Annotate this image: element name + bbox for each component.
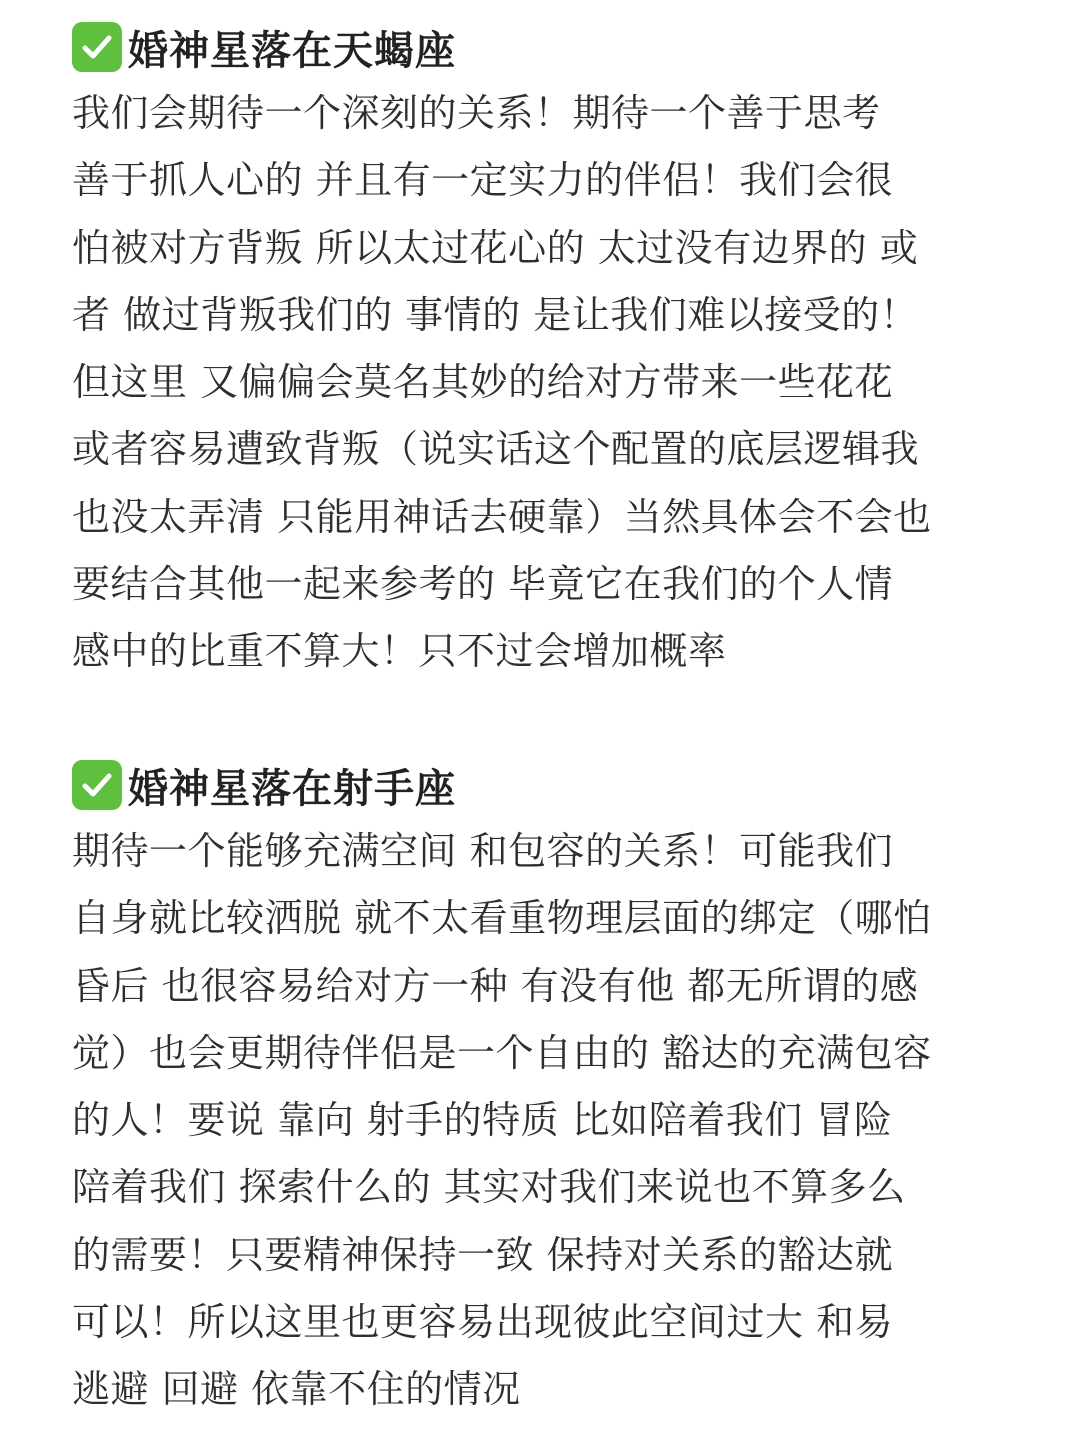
body-line: 期待一个能够充满空间 和包容的关系！可能我们 — [72, 829, 894, 873]
section-title: 婚神星落在射手座 — [128, 765, 456, 812]
body-line: 的需要！只要精神保持一致 保持对关系的豁达就 — [72, 1232, 894, 1277]
section-scorpio — [72, 14, 1032, 686]
section-title: 婚神星落在天蝎座 — [128, 27, 456, 74]
section-heading — [72, 752, 1032, 818]
body-line: 但这里 又偏偏会莫名其妙的给对方带来一些花花 — [72, 360, 894, 405]
section-body — [72, 80, 1032, 686]
body-line: 逃避 回避 依靠不住的情况 — [72, 1367, 521, 1412]
body-line: 也没太弄清 只能用神话去硬靠）当然具体会不会也 — [72, 494, 932, 539]
check-mark-icon — [72, 760, 122, 810]
section-sagittarius — [72, 752, 1032, 1424]
body-line: 我们会期待一个深刻的关系！期待一个善于思考 — [72, 91, 881, 135]
body-line: 昏后 也很容易给对方一种 有没有他 都无所谓的感 — [72, 963, 919, 1008]
body-line: 自身就比较洒脱 就不太看重物理层面的绑定（哪怕 — [72, 896, 932, 941]
body-line: 感中的比重不算大！只不过会增加概率 — [72, 629, 727, 674]
body-line: 要结合其他一起来参考的 毕竟它在我们的个人情 — [72, 562, 894, 607]
body-line: 者 做过背叛我们的 事情的 是让我们难以接受的！ — [72, 292, 919, 337]
body-line: 可以！所以这里也更容易出现彼此空间过大 和易 — [72, 1300, 894, 1345]
section-heading — [72, 14, 1032, 80]
body-line: 善于抓人心的 并且有一定实力的伴侣！我们会很 — [72, 158, 894, 203]
body-line: 的人！要说 靠向 射手的特质 比如陪着我们 冒险 — [72, 1098, 893, 1143]
body-line: 觉）也会更期待伴侣是一个自由的 豁达的充满包容 — [72, 1030, 932, 1075]
body-line: 陪着我们 探索什么的 其实对我们来说也不算多么 — [72, 1165, 906, 1210]
body-line: 或者容易遭致背叛（说实话这个配置的底层逻辑我 — [72, 427, 920, 472]
body-line: 怕被对方背叛 所以太过花心的 太过没有边界的 或 — [72, 225, 919, 270]
check-mark-icon — [72, 22, 122, 72]
section-body — [72, 818, 1032, 1424]
